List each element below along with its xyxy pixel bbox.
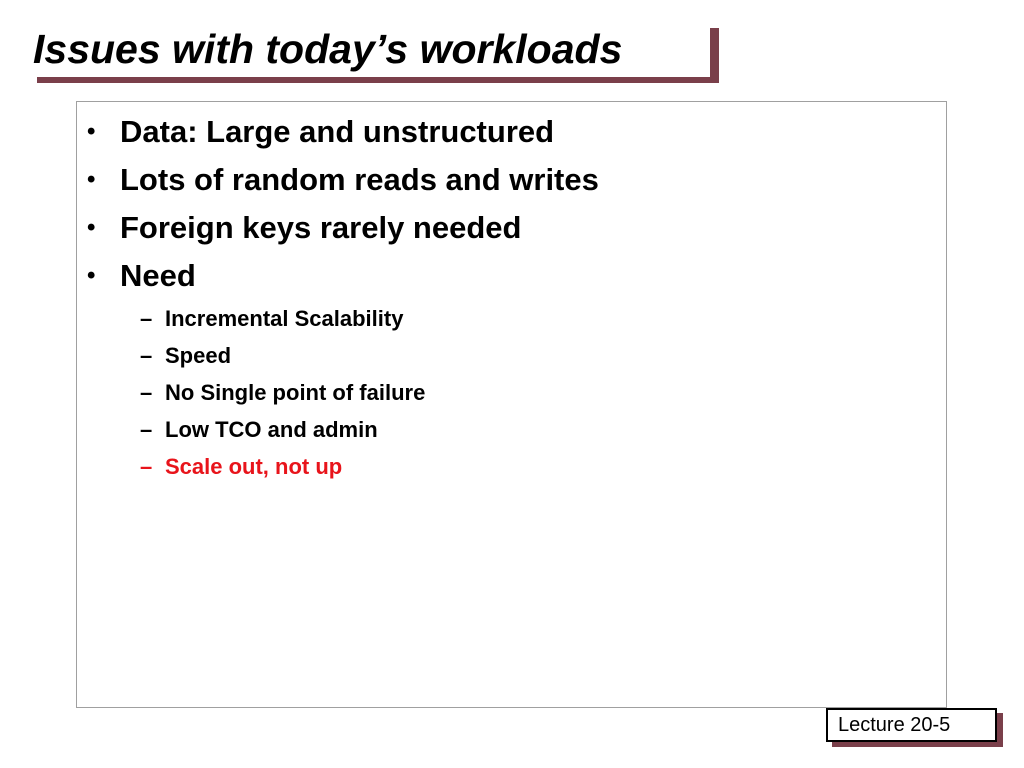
- sub-bullet-item: [140, 411, 425, 448]
- sub-bullet-item-highlight: [140, 448, 425, 485]
- sub-bullet-text: Scale out, not up: [165, 454, 343, 479]
- slide-title: Issues with today’s workloads: [33, 26, 623, 72]
- footer-box: [826, 708, 997, 742]
- sub-bullet-marker: –: [140, 454, 153, 479]
- bullet-item: [87, 252, 599, 300]
- bullet-marker: •: [87, 166, 96, 193]
- sub-bullet-item: [140, 337, 425, 374]
- sub-bullet-text: Speed: [165, 343, 232, 368]
- sub-bullet-marker: –: [140, 306, 153, 331]
- sub-bullet-list: [87, 300, 425, 485]
- title-box: [28, 22, 710, 77]
- sub-bullet-marker: –: [140, 380, 153, 405]
- sub-bullet-text: Incremental Scalability: [165, 306, 404, 331]
- bullet-text: Need: [120, 258, 196, 293]
- bullet-marker: •: [87, 262, 96, 289]
- content-frame: [76, 101, 947, 708]
- bullet-item: [87, 108, 599, 156]
- sub-bullet-text: Low TCO and admin: [165, 417, 378, 442]
- bullet-marker: •: [87, 118, 96, 145]
- bullet-marker: •: [87, 214, 96, 241]
- lecture-label: Lecture 20-5: [838, 714, 951, 736]
- bullet-item: [87, 156, 599, 204]
- bullet-text: Foreign keys rarely needed: [120, 210, 522, 245]
- sub-bullet-marker: –: [140, 417, 153, 442]
- sub-bullet-text: No Single point of failure: [165, 380, 426, 405]
- bullet-text: Lots of random reads and writes: [120, 162, 599, 197]
- sub-bullet-item: [140, 374, 425, 411]
- bullet-text: Data: Large and unstructured: [120, 114, 555, 149]
- sub-bullet-marker: –: [140, 343, 153, 368]
- sub-bullet-item: [140, 300, 425, 337]
- bullet-item: [87, 204, 599, 252]
- bullet-list: [87, 108, 599, 300]
